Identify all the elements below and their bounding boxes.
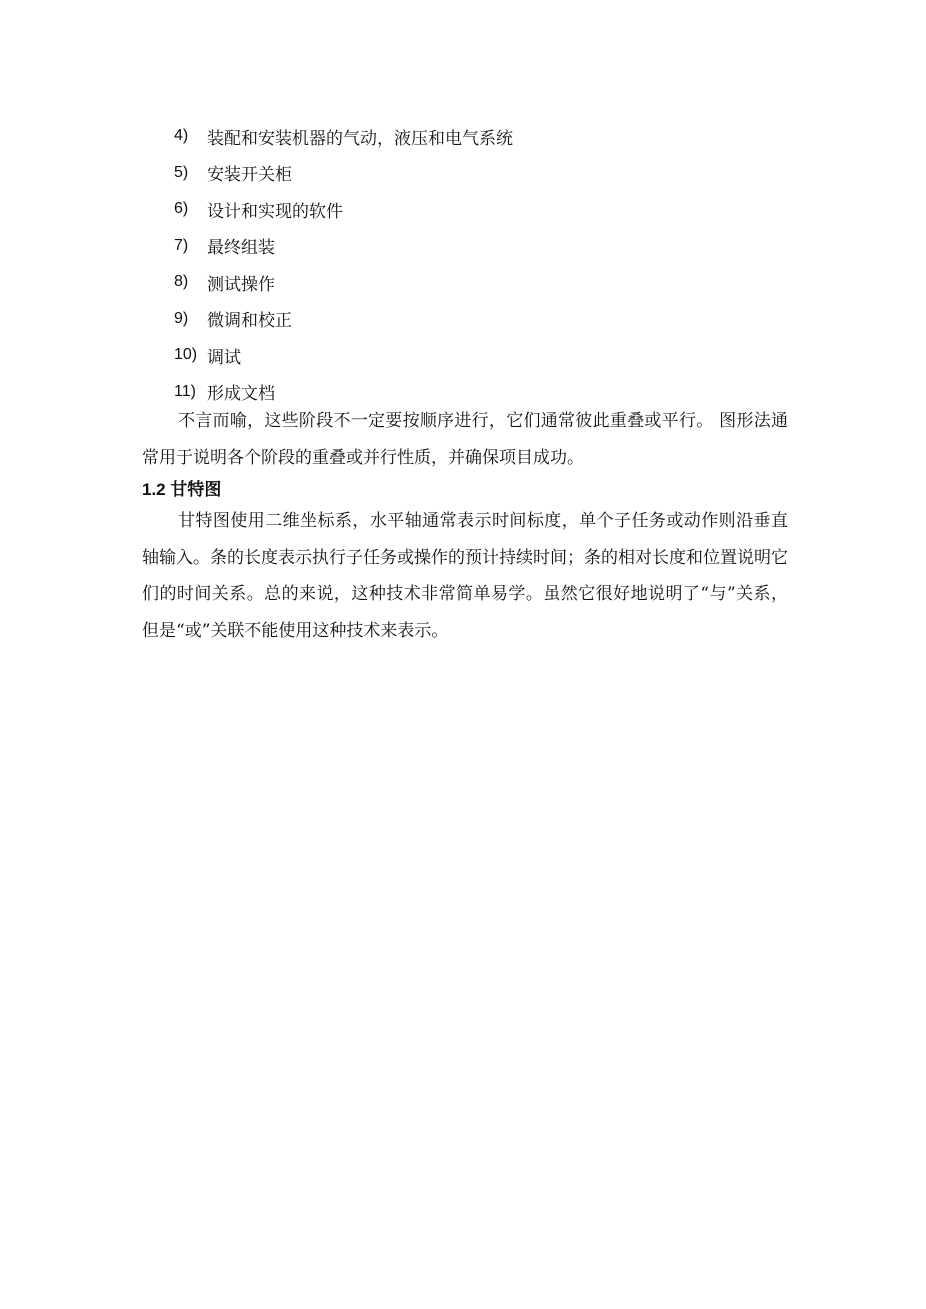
list-item-number: 11) (174, 382, 196, 400)
list-item-number: 7) (174, 236, 189, 254)
phase-list (174, 118, 513, 410)
list-item-number: 8) (174, 273, 189, 291)
list-item-number: 4) (174, 127, 189, 145)
list-item-text: 设计和实现的软件 (207, 201, 343, 222)
list-item (174, 337, 513, 374)
section-heading: 1.2 甘特图 (142, 480, 222, 499)
list-item-text: 调试 (207, 347, 241, 368)
list-item (174, 155, 513, 192)
list-item (174, 264, 513, 301)
list-item (174, 228, 513, 265)
list-item (174, 118, 513, 155)
list-item-number: 5) (174, 163, 189, 181)
section-paragraph: 甘特图使用二维坐标系，水平轴通常表示时间标度，单个子任务或动作则沿垂直轴输入。条的长度表示执行子任务或操作的预计持续时间；条的相对长度和位置说明它们的时间关系。总的来说，这种技术非常简单易学。虽然它很好地说明了“与”关系，但是“或”关联不能使用这种技术来表示。 (142, 511, 788, 641)
list-item-text: 微调和校正 (207, 311, 292, 332)
list-item-number: 10) (174, 346, 198, 364)
list-item-number: 9) (174, 309, 189, 327)
list-item (174, 301, 513, 338)
list-item (174, 191, 513, 228)
list-item-text: 安装开关柜 (207, 165, 292, 186)
list-item-text: 形成文档 (207, 384, 275, 405)
list-item-text: 装配和安装机器的气动，液压和电气系统 (207, 128, 513, 149)
list-item-text: 测试操作 (207, 274, 275, 295)
list-item-text: 最终组装 (207, 238, 275, 259)
list-item-number: 6) (174, 200, 189, 218)
body-paragraph: 不言而喻，这些阶段不一定要按顺序进行，它们通常彼此重叠或平行。 图形法通常用于说明各个阶段的重叠或并行性质，并确保项目成功。 (142, 411, 788, 468)
